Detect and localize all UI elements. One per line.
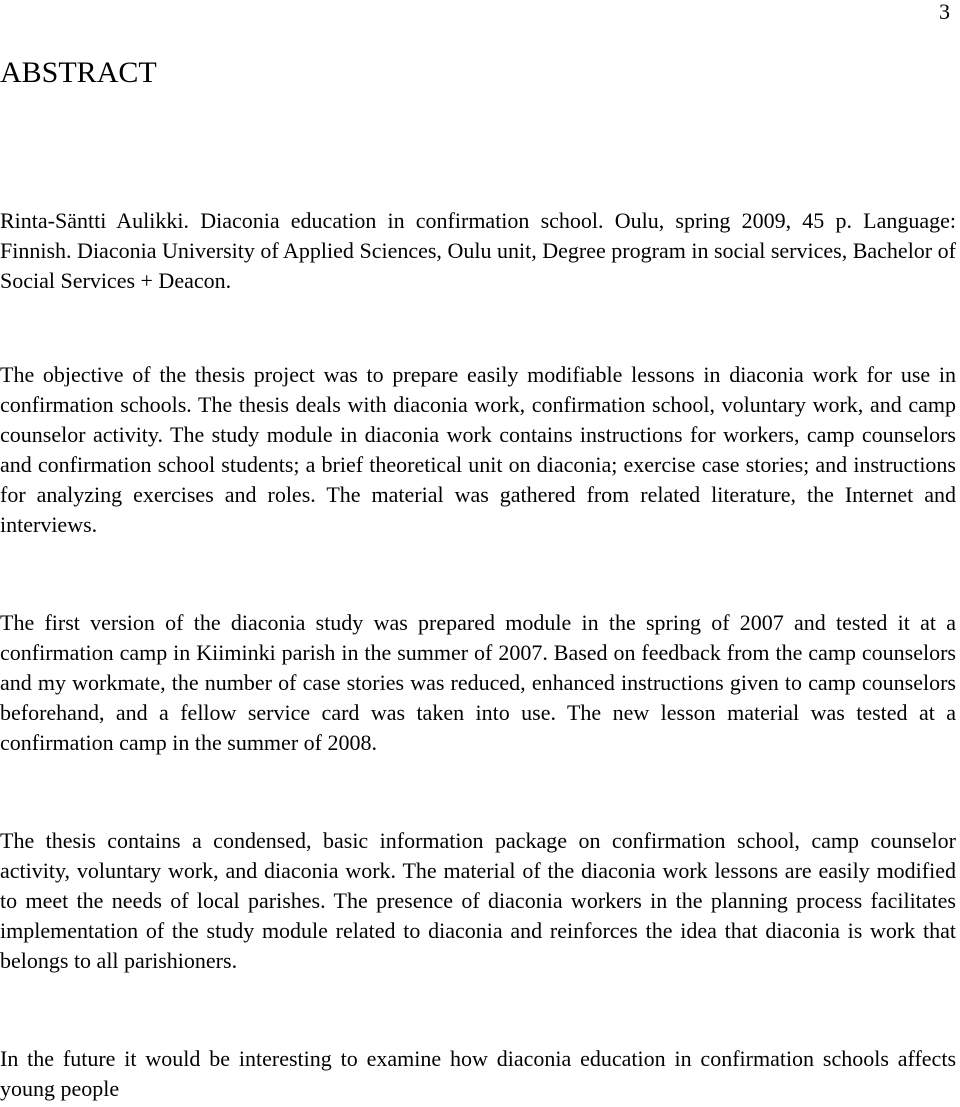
bibliographic-info-paragraph: Rinta-Säntti Aulikki. Diaconia education in confirmation school. Oulu, spring 2009, 45 p. Language: Finnish. Diaconia University of Applied Sciences, Oulu unit, Degree program in social services, Bachelor of Social Services + Deacon.	[0, 208, 956, 293]
page-number: 3	[939, 0, 950, 24]
future-research-paragraph: In the future it would be interesting to examine how diaconia education in confirmation schools affects young people	[0, 1046, 956, 1101]
contents-paragraph: The thesis contains a condensed, basic information package on confirmation school, camp counselor activity, voluntary work, and diaconia work. The material of the diaconia work lessons are easily modified to meet the needs of local parishes. The presence of diaconia workers in the planning process facilitates implementation of the study module related to diaconia and reinforces the idea that diaconia is work that belongs to all parishioners.	[0, 828, 956, 973]
page-title: ABSTRACT	[0, 56, 157, 89]
objective-paragraph: The objective of the thesis project was to prepare easily modifiable lessons in diaconia work for use in confirmation schools. The thesis deals with diaconia work, confirmation school, voluntary work, and camp counselor activity. The study module in diaconia work contains instructions for workers, camp counselors and confirmation school students; a brief theoretical unit on diaconia; exercise case stories; and instructions for analyzing exercises and roles. The material was gathered from related literature, the Internet and interviews.	[0, 362, 956, 537]
first-version-paragraph: The first version of the diaconia study was prepared module in the spring of 2007 and tested it at a confirmation camp in Kiiminki parish in the summer of 2007. Based on feedback from the camp counselors and my workmate, the number of case stories was reduced, enhanced instructions given to camp counselors beforehand, and a fellow service card was taken into use. The new lesson material was tested at a confirmation camp in the summer of 2008.	[0, 610, 956, 755]
